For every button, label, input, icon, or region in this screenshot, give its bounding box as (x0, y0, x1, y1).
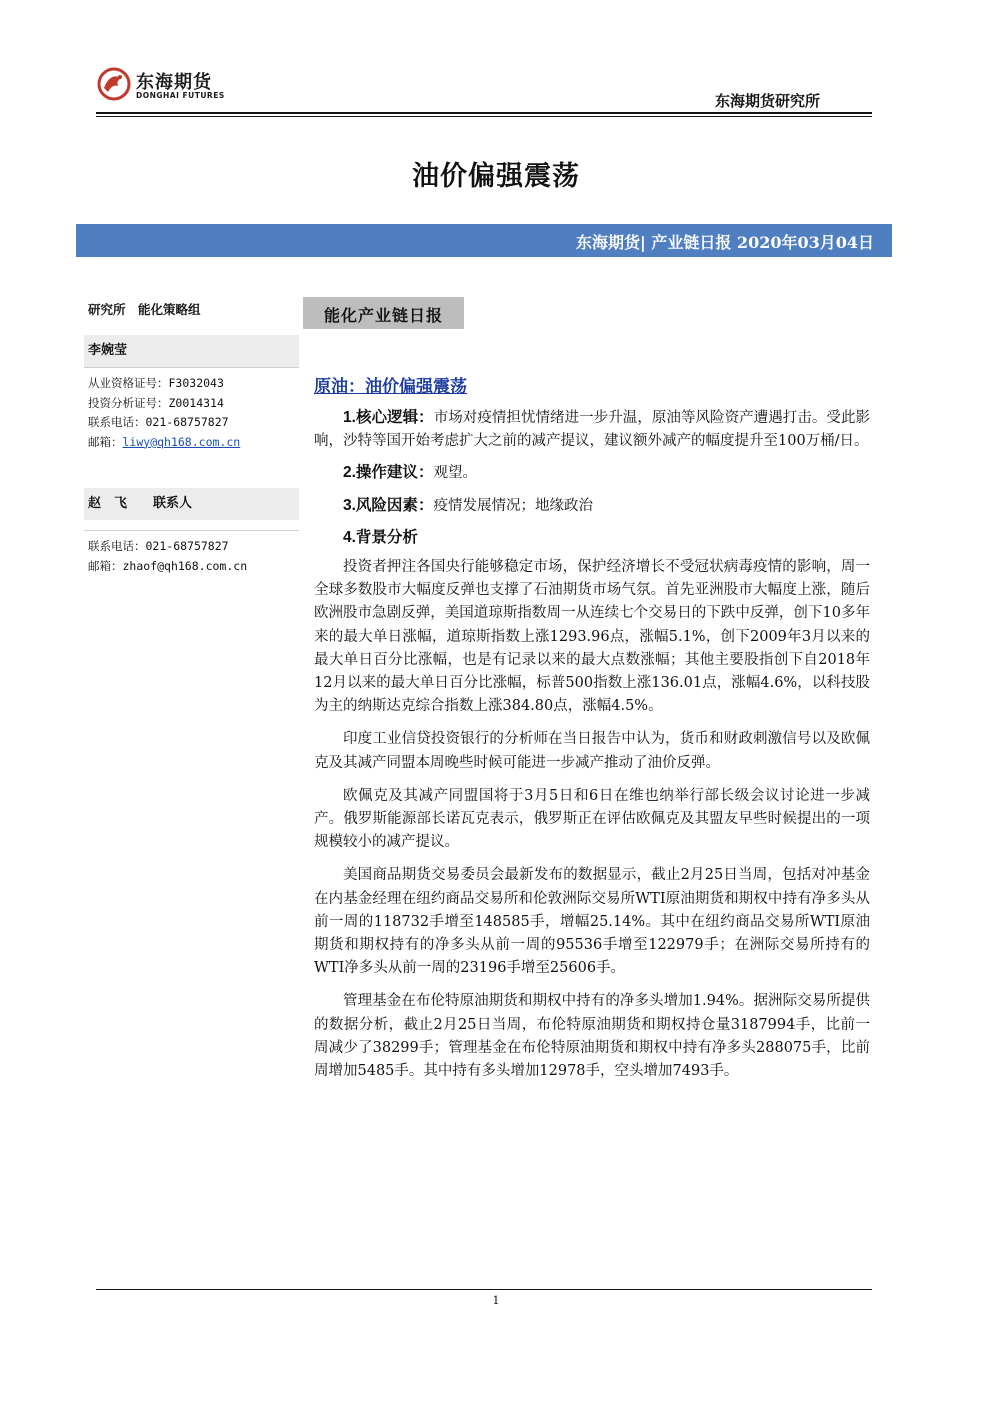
point-separator: ： (417, 464, 434, 482)
point-label: 1.核心逻辑 (343, 409, 419, 426)
key-point (314, 494, 870, 518)
logo-text-en: DONGHAI FUTURES (136, 91, 225, 100)
point-separator: ： (417, 496, 434, 514)
body-paragraph: 投资者押注各国央行能够稳定市场，保护经济增长不受冠状病毒疫情的影响，周一全球多数股市大幅度反弹也支撑了石油期货市场气氛。首先亚洲股市大幅度上涨，随后欧洲股市急剧反弹，美国道琼斯指数周一从连续七个交易日的下跌中反弹，创下10多年来的最大单日涨幅，道琼斯指数上涨1293.96点，涨幅5.1%，创下2009年3月以来的最大单日百分比涨幅，也是有记录以来的最大点数涨幅；其他主要股指创下自2018年12月以来的最大单日百分比涨幅，标普500指数上涨136.01点，涨幅4.6%，以科技股为主的纳斯达克综合指数上涨384.80点，涨幅4.5%。 (314, 559, 870, 715)
analyst-qualification: 从业资格证号：F3032043 (88, 376, 224, 390)
header-divider (96, 112, 872, 114)
key-point (314, 406, 870, 453)
analyst-name: 赵 飞 联系人 (84, 488, 299, 520)
tag-label: 能化产业链日报 (323, 306, 443, 325)
header-divider-thin (96, 116, 872, 117)
analyst-email: 邮箱：zhaof@qh168.com.cn (88, 558, 248, 573)
logo-text-cn: 东海期货 (136, 72, 212, 93)
analyst-license: 投资分析证号：Z0014314 (88, 395, 224, 410)
banner-text: 东海期货| 产业链日报 2020年03月04日 (575, 233, 874, 252)
analyst-name: 李婉莹 (84, 335, 299, 367)
body-paragraph: 欧佩克及其减产同盟国将于3月5日和6日在维也纳举行部长级会议讨论进一步减产。俄罗斯能源部长诺瓦克表示，俄罗斯正在评估欧佩克及其盟友早些时候提出的一项规模较小的减产提议。 (314, 787, 870, 851)
body-paragraph: 管理基金在布伦特原油期货和期权中持有的净多头增加1.94%。据洲际交易所提供的数据分析，截止2月25日当周，布伦特原油期货和期权持仓量3187994手，比前一周减少了38299手；管理基金在布伦特原油期货和期权中持有净多头288075手，比前周增加5485手。其中持有多头增加12978手，空头增加7493手。 (314, 993, 870, 1080)
body-paragraph: 印度工业信贷投资银行的分析师在当日报告中认为，货币和财政刺激信号以及欧佩克及其减产同盟本周晚些时候可能进一步减产推动了油价反弹。 (314, 731, 870, 771)
point-text: 观望。 (433, 465, 477, 482)
body-paragraph: 美国商品期货交易委员会最新发布的数据显示，截止2月25日当周，包括对冲基金在内基金经理在纽约商品交易所和伦敦洲际交易所WTI原油期货和期权中持有净多头从前一周的118732手增至148585手，增幅25.14%。其中在纽约商品交易所WTI原油期货和期权持有的净多头从前一周的95536手增至122979手；在洲际交易所持有的WTI净多头从前一周的23196手增至25606手。 (314, 867, 870, 977)
institute-name: 东海期货研究所 (714, 92, 820, 110)
page-number: 1 (492, 1294, 500, 1307)
dragon-logo-icon (96, 66, 132, 102)
report-body (314, 406, 870, 1083)
section-title[interactable]: 原油：油价偏强震荡 (314, 377, 467, 397)
point-label: 2.操作建议 (343, 464, 418, 482)
report-title: 油价偏强震荡 (412, 161, 580, 192)
point-separator: ： (418, 409, 434, 426)
report-banner (76, 224, 892, 257)
point-text: 疫情发展情况；地缘政治 (433, 497, 593, 514)
key-point (314, 526, 870, 550)
point-text: 市场对疫情担忧情绪进一步升温，原油等风险资产遭遇打击。受此影响，沙特等国开始考虑扩大之前的减产提议，建议额外减产的幅度提升至100万桶/日。 (314, 410, 870, 450)
divider (84, 367, 299, 368)
spacer (84, 452, 299, 488)
report-category-tag (303, 297, 464, 329)
analyst-phone: 联系电话：021-68757827 (88, 415, 229, 429)
point-label: 3.风险因素 (343, 496, 418, 514)
point-label: 4.背景分析 (343, 528, 418, 546)
divider (84, 530, 299, 531)
company-logo (96, 66, 236, 106)
email-label: 邮箱： (88, 434, 123, 449)
analyst-phone: 联系电话：021-68757827 (88, 539, 229, 553)
analyst-sidebar (84, 298, 299, 576)
footer-divider (96, 1289, 872, 1290)
sidebar-group-title: 研究所 能化策略组 (88, 302, 201, 317)
key-point (314, 461, 870, 485)
analyst-email-row (84, 433, 299, 453)
analyst-email-link[interactable]: liwy@qh168.com.cn (122, 434, 241, 449)
